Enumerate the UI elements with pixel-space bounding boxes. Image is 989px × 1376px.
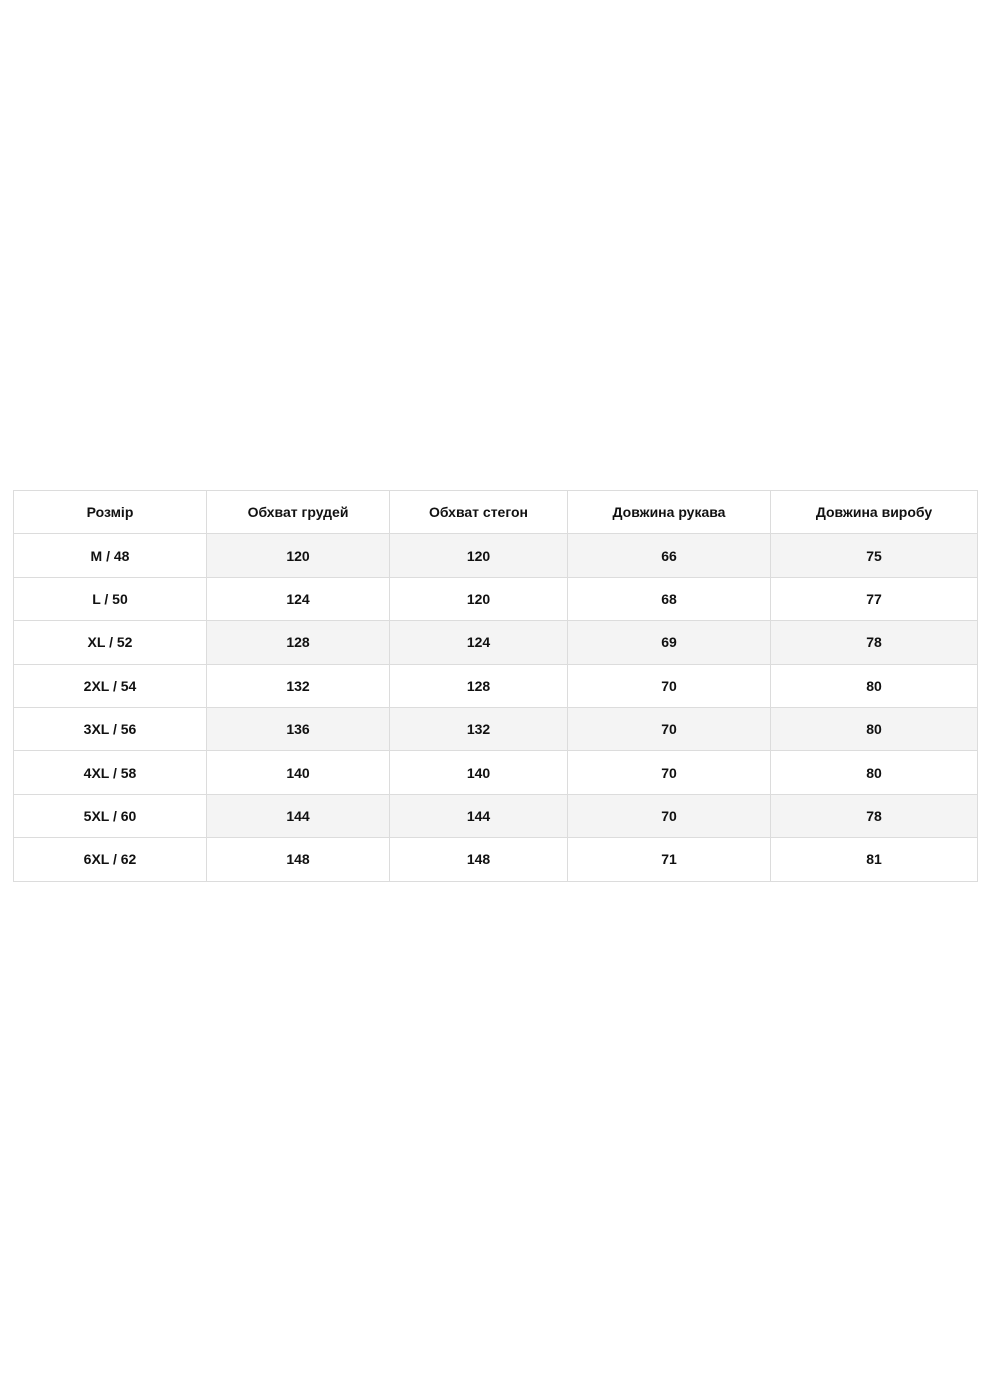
cell-length: 80	[771, 664, 978, 707]
cell-sleeve: 70	[568, 751, 771, 794]
header-cell-size: Розмір	[14, 491, 207, 534]
cell-hips: 120	[390, 577, 568, 620]
cell-chest: 144	[207, 794, 390, 837]
cell-chest: 132	[207, 664, 390, 707]
cell-chest: 120	[207, 534, 390, 577]
cell-hips: 140	[390, 751, 568, 794]
cell-sleeve: 70	[568, 664, 771, 707]
cell-size: 6XL / 62	[14, 838, 207, 881]
cell-length: 80	[771, 751, 978, 794]
table-row	[14, 664, 978, 707]
cell-hips: 148	[390, 838, 568, 881]
cell-length: 80	[771, 707, 978, 750]
cell-size: XL / 52	[14, 621, 207, 664]
cell-length: 78	[771, 621, 978, 664]
cell-size: 5XL / 60	[14, 794, 207, 837]
table-row	[14, 794, 978, 837]
table-header	[14, 491, 978, 534]
cell-hips: 128	[390, 664, 568, 707]
header-cell-length: Довжина виробу	[771, 491, 978, 534]
table-row	[14, 534, 978, 577]
cell-chest: 136	[207, 707, 390, 750]
cell-sleeve: 66	[568, 534, 771, 577]
header-row	[14, 491, 978, 534]
table-body	[14, 534, 978, 881]
cell-length: 77	[771, 577, 978, 620]
header-cell-chest: Обхват грудей	[207, 491, 390, 534]
cell-hips: 144	[390, 794, 568, 837]
table-row	[14, 707, 978, 750]
cell-chest: 128	[207, 621, 390, 664]
table-row	[14, 751, 978, 794]
cell-size: L / 50	[14, 577, 207, 620]
cell-length: 75	[771, 534, 978, 577]
cell-sleeve: 70	[568, 794, 771, 837]
cell-chest: 124	[207, 577, 390, 620]
header-cell-sleeve: Довжина рукава	[568, 491, 771, 534]
cell-sleeve: 70	[568, 707, 771, 750]
cell-size: 2XL / 54	[14, 664, 207, 707]
cell-length: 78	[771, 794, 978, 837]
cell-hips: 132	[390, 707, 568, 750]
table-row	[14, 621, 978, 664]
cell-sleeve: 68	[568, 577, 771, 620]
cell-size: 3XL / 56	[14, 707, 207, 750]
cell-chest: 148	[207, 838, 390, 881]
cell-chest: 140	[207, 751, 390, 794]
cell-sleeve: 71	[568, 838, 771, 881]
cell-length: 81	[771, 838, 978, 881]
header-cell-hips: Обхват стегон	[390, 491, 568, 534]
cell-hips: 120	[390, 534, 568, 577]
size-chart-table	[13, 490, 978, 882]
table-row	[14, 577, 978, 620]
table-row	[14, 838, 978, 881]
cell-size: 4XL / 58	[14, 751, 207, 794]
cell-hips: 124	[390, 621, 568, 664]
cell-sleeve: 69	[568, 621, 771, 664]
cell-size: M / 48	[14, 534, 207, 577]
